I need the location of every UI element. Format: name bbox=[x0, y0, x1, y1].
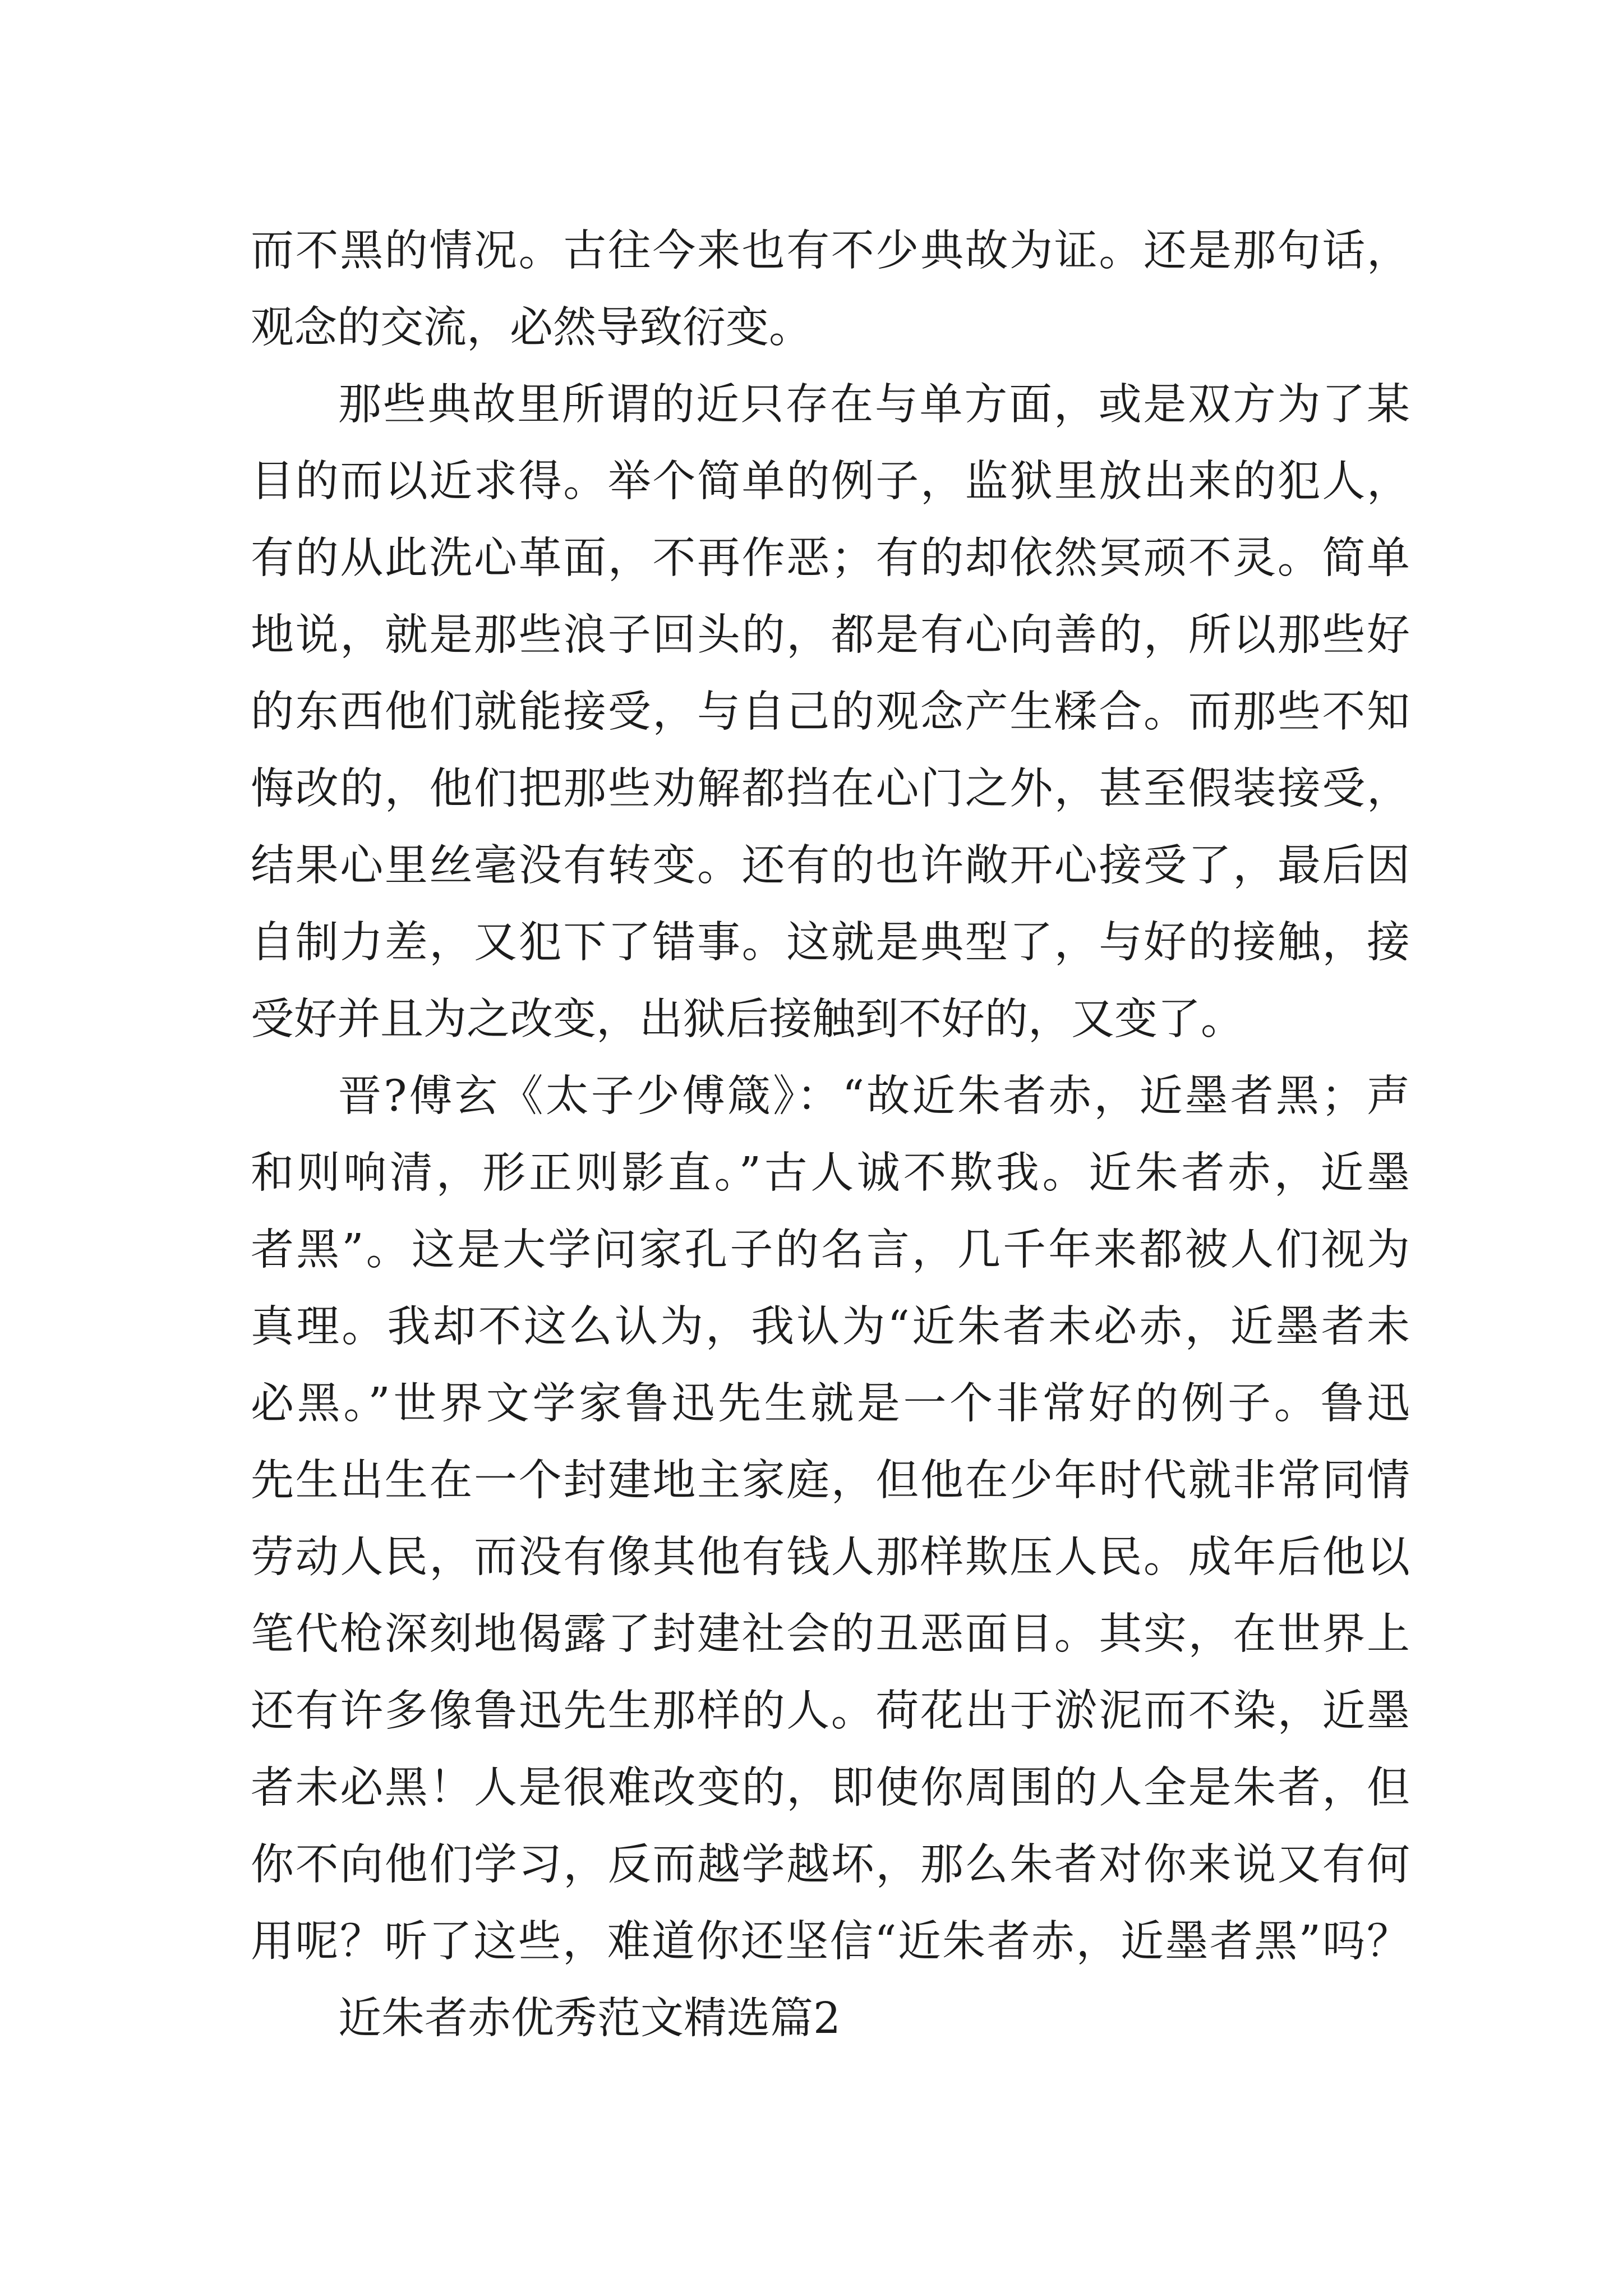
text-line: 而不黑的情况。古往今来也有不少典故为证。还是那句话， bbox=[251, 226, 1410, 276]
text-line: 有的从此洗心革面，不再作恶；有的却依然冥顽不灵。简单 bbox=[251, 533, 1410, 583]
text-line: 结果心里丝毫没有转变。还有的也许敞开心接受了，最后因 bbox=[251, 841, 1410, 891]
text-line: 用呢？听了这些，难道你还坚信“近朱者赤，近墨者黑”吗？ bbox=[251, 1917, 1410, 1967]
text-line: 必黑。”世界文学家鲁迅先生就是一个非常好的例子。鲁迅 bbox=[251, 1379, 1410, 1429]
text-line: 观念的交流，必然导致衍变。 bbox=[251, 303, 812, 353]
text-line: 那些典故里所谓的近只存在与单方面，或是双方为了某 bbox=[338, 380, 1410, 430]
text-line: 自制力差，又犯下了错事。这就是典型了，与好的接触，接 bbox=[251, 918, 1410, 968]
text-line: 还有许多像鲁迅先生那样的人。荷花出于淤泥而不染，近墨 bbox=[251, 1686, 1410, 1736]
text-line: 你不向他们学习，反而越学越坏，那么朱者对你来说又有何 bbox=[251, 1840, 1410, 1890]
text-line: 和则响清，形正则影直。”古人诚不欺我。近朱者赤，近墨 bbox=[251, 1148, 1410, 1198]
text-line: 者未必黑！人是很难改变的，即使你周围的人全是朱者，但 bbox=[251, 1763, 1410, 1813]
section-heading: 近朱者赤优秀范文精选篇2 bbox=[338, 1994, 841, 2044]
text-line: 笔代枪深刻地偈露了封建社会的丑恶面目。其实，在世界上 bbox=[251, 1609, 1410, 1659]
text-line: 先生出生在一个封建地主家庭，但他在少年时代就非常同情 bbox=[251, 1456, 1410, 1506]
text-line: 地说，就是那些浪子回头的，都是有心向善的，所以那些好 bbox=[251, 610, 1410, 660]
text-line: 悔改的，他们把那些劝解都挡在心门之外，甚至假装接受， bbox=[251, 764, 1410, 814]
text-line: 劳动人民，而没有像其他有钱人那样欺压人民。成年后他以 bbox=[251, 1533, 1410, 1582]
text-line: 真理。我却不这么认为，我认为“近朱者未必赤，近墨者未 bbox=[251, 1302, 1410, 1352]
body-text bbox=[251, 213, 1410, 2057]
paragraph-continued bbox=[251, 213, 1410, 366]
text-line: 受好并且为之改变，出狱后接触到不好的，又变了。 bbox=[251, 995, 1244, 1045]
paragraph bbox=[251, 366, 1410, 1058]
text-line: 晋?傅玄《太子少傅箴》：“故近朱者赤，近墨者黑；声 bbox=[338, 1071, 1410, 1121]
text-line: 的东西他们就能接受，与自己的观念产生糅合。而那些不知 bbox=[251, 687, 1410, 737]
paragraph bbox=[251, 1058, 1410, 1980]
text-line: 者黑”。这是大学问家孔子的名言，几千年来都被人们视为 bbox=[251, 1225, 1410, 1275]
section-heading-block bbox=[251, 1980, 1410, 2057]
text-line: 目的而以近求得。举个简单的例子，监狱里放出来的犯人， bbox=[251, 457, 1410, 507]
